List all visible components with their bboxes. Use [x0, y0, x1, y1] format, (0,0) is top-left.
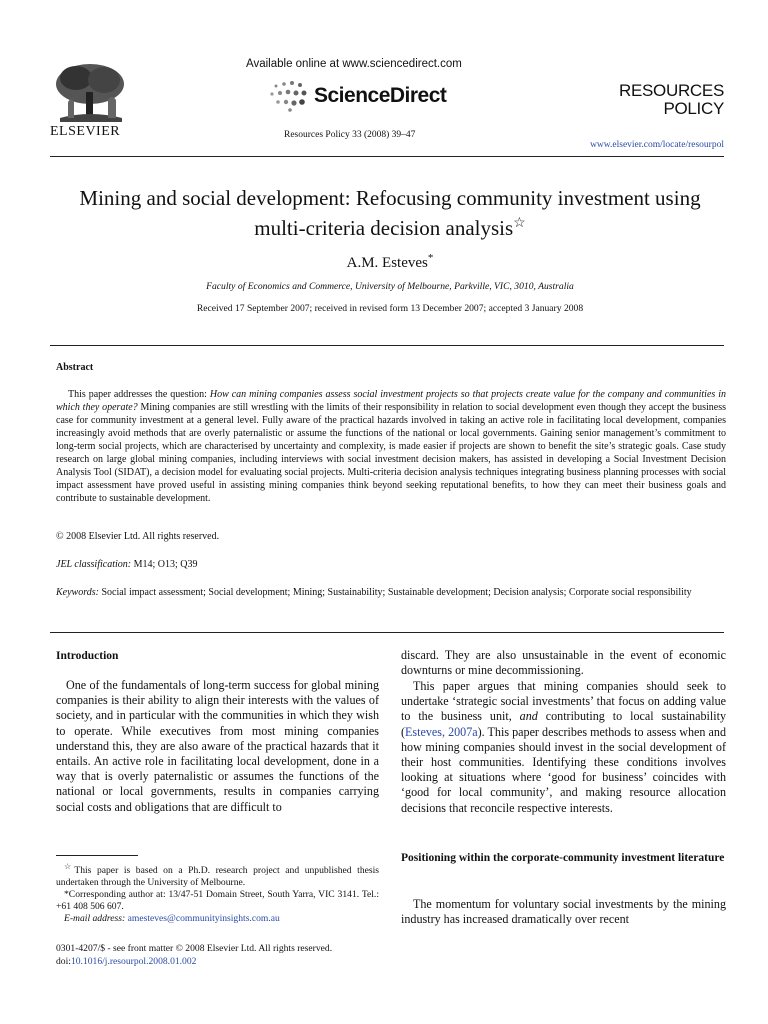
para2-text-b: contributing to local sustainability (	[401, 709, 726, 739]
introduction-heading: Introduction	[56, 650, 119, 662]
footnote-corresponding: *Corresponding author at: 13/47-51 Domain Street, South Yarra, VIC 3141. Tel.: +61 408 506 607.	[56, 889, 379, 913]
footnote-divider	[56, 855, 138, 856]
footnote-title	[56, 861, 379, 889]
abstract-copyright: © 2008 Elsevier Ltd. All rights reserved.	[56, 531, 220, 542]
footnote-email	[56, 913, 379, 925]
journal-url-link[interactable]: www.elsevier.com/locate/resourpol	[590, 140, 724, 150]
doi-label: doi:	[56, 955, 71, 967]
jel-value: M14; O13; Q39	[131, 559, 198, 570]
sciencedirect-wordmark: ScienceDirect	[314, 84, 447, 107]
right-paragraph-2	[401, 679, 726, 816]
email-link[interactable]: amesteves@communityinsights.com.au	[127, 913, 280, 925]
journal-name-line1: RESOURCES	[619, 81, 724, 100]
footnote-star-mark: ☆	[64, 862, 75, 871]
keywords-label: Keywords:	[56, 587, 99, 598]
header-divider	[50, 156, 724, 157]
publisher-name: ELSEVIER	[50, 124, 121, 139]
keywords	[56, 586, 726, 599]
citation-link-esteves[interactable]: Esteves, 2007a	[405, 724, 478, 739]
journal-citation: Resources Policy 33 (2008) 39–47	[284, 130, 416, 140]
abstract-text: Mining companies are still wrestling with the limits of their responsibility in relation to social development even though they accept the business case for community investment at a general level. Fully aware of the practical hazards involved in taking an active role in facilitating local development, companies increasingly avoid methods that are overly paternalistic or assume the functions of the national or local governments. Gaining senior management’s commitment to long-term social projects, which are characterised by uncertainty and complexity, is made easier if projects are shown to benefit the site’s strategic goals. Case study research on large global mining companies, including interviews with social investment decision makers, has assisted in developing a Social Investment Decision Analysis Tool (SIDAT), a decision model for evaluating social projects. Multi-criteria decision analysis techniques integrating business planning processes with social impact assessment have proved useful in assisting mining companies think beyond seeking reputational benefits, to how they can meet their business goals and contribute to sustainable development.	[56, 402, 726, 504]
jel-classification	[56, 559, 198, 570]
right-paragraph-1: discard. They are also unsustainable in the event of economic downturns or mine decommissioning.	[401, 648, 726, 678]
title-footnote-mark[interactable]: ☆	[513, 216, 526, 231]
footnote-title-text: This paper is based on a Ph.D. research project and unpublished thesis undertaken through the University of Melbourne.	[56, 865, 380, 889]
para2-text-c: ). This paper describes methods to assess when and how mining companies should invest in the social development of their host communities. Identifying these conditions involves looking at situations where ‘good for business’ coincides with ‘good for local community’, and making resource allocation decisions that reconcile respective interests.	[401, 724, 726, 815]
body-divider	[50, 632, 724, 633]
author-line	[56, 252, 724, 272]
doi-link[interactable]: 10.1016/j.resourpol.2008.01.002	[70, 955, 197, 967]
article-title-text: Mining and social development: Refocusing community investment using multi-criteria decision analysis	[79, 186, 701, 240]
abstract-heading: Abstract	[56, 362, 94, 373]
author-footnote-mark[interactable]: *	[427, 252, 434, 264]
para2-text-a: This paper argues that mining companies should seek to undertake ‘strategic social investments’ that focus on adding value to the business unit,	[401, 679, 726, 724]
author-affiliation: Faculty of Economics and Commerce, University of Melbourne, Parkville, VIC, 3010, Australia	[206, 281, 574, 292]
jel-label: JEL classification:	[56, 559, 132, 570]
keywords-value: Social impact assessment; Social development; Mining; Sustainability; Sustainable development; Decision analysis; Corporate social responsibility	[98, 587, 692, 598]
footnotes	[56, 861, 379, 925]
abstract-divider	[50, 345, 724, 346]
abstract-lead: This paper addresses the question:	[68, 389, 210, 400]
doi-line	[56, 956, 332, 969]
email-label: E-mail address:	[64, 913, 126, 925]
para2-emphasis: and	[519, 709, 538, 724]
abstract-body	[56, 388, 726, 505]
journal-name-line2: POLICY	[663, 99, 724, 118]
front-matter-line: 0301-4207/$ - see front matter © 2008 Elsevier Ltd. All rights reserved.	[56, 943, 333, 954]
introduction-paragraph: One of the fundamentals of long-term success for global mining companies is their ability to align their interests with the values of society, and in particular with the communities in which they wish to operate. While executives from most mining companies understand this, they are also aware of the practical hazards that it entails. An active role in facilitating local development, done in a way that is overly paternalistic or assumes the functions of the national or local governments, results in companies carrying social costs and obligations that are difficult to	[56, 678, 379, 814]
available-online-text[interactable]: Available online at www.sciencedirect.com	[246, 58, 462, 70]
front-matter	[56, 943, 332, 968]
section-heading-positioning: Positioning within the corporate-community investment literature	[401, 852, 725, 864]
article-dates: Received 17 September 2007; received in revised form 13 December 2007; accepted 3 January 2008	[196, 303, 584, 314]
abstract-question: How can mining companies assess social investment projects so that projects create value for the company and communities in which they operate?	[56, 389, 726, 413]
right-paragraph-3: The momentum for voluntary social investments by the mining industry has increased dramatically over recent	[401, 897, 726, 927]
author-name: A.M. Esteves	[346, 255, 428, 271]
article-title	[56, 186, 724, 241]
journal-name	[564, 82, 724, 118]
